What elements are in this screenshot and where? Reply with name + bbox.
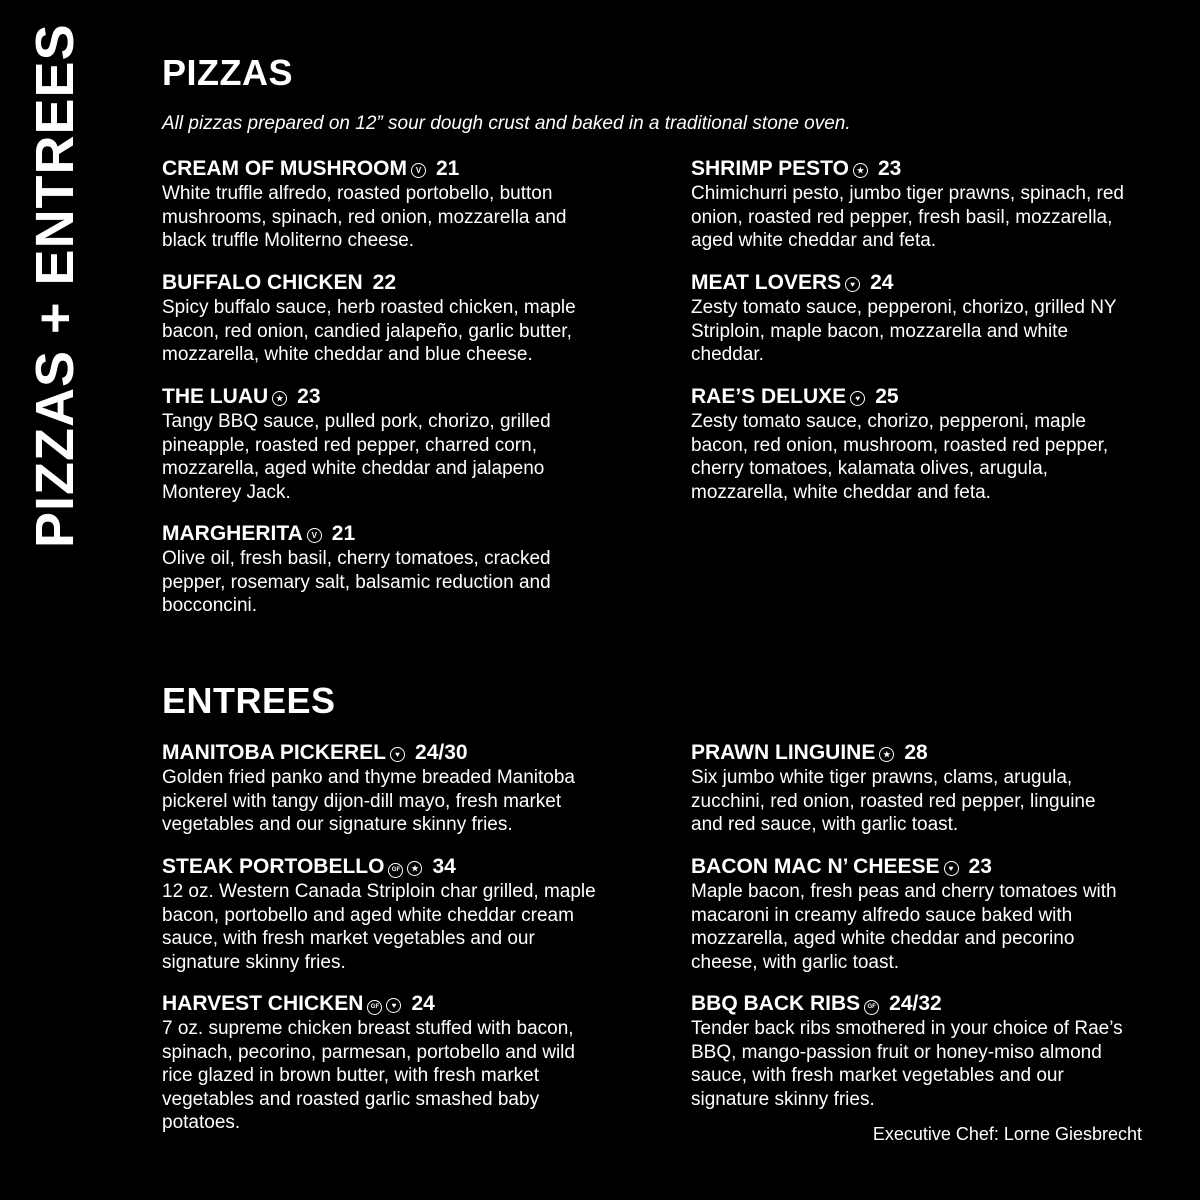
chef-credit: Executive Chef: Lorne Giesbrecht xyxy=(872,1124,1142,1144)
item-description: Tangy BBQ sauce, pulled pork, chorizo, grilled pineapple, roasted red pepper, charred corn, mozzarella, aged white cheddar and jalapeno Monterey Jack. xyxy=(162,411,551,503)
menu-item xyxy=(691,384,1131,504)
side-title: PIZZAS + ENTREES xyxy=(25,23,85,548)
item-name: CREAM OF MUSHROOM xyxy=(162,157,407,180)
item-name: BACON MAC N’ CHEESE xyxy=(691,855,940,878)
gluten-free-icon: GF xyxy=(388,863,403,878)
item-name: HARVEST CHICKEN xyxy=(162,992,364,1015)
heart-icon: ♥ xyxy=(386,998,401,1013)
item-name: THE LUAU xyxy=(162,385,269,408)
menu-item xyxy=(162,991,602,1135)
heart-icon: ♥ xyxy=(390,747,405,762)
item-price: 34 xyxy=(432,855,456,878)
menu-item xyxy=(162,740,602,837)
item-name: RAE’S DELUXE xyxy=(691,385,847,408)
pizzas-intro: All pizzas prepared on 12” sour dough crust and baked in a traditional stone oven. xyxy=(162,113,851,134)
pizzas-title: PIZZAS xyxy=(162,52,294,93)
item-price: 21 xyxy=(331,522,356,545)
menu-item xyxy=(162,270,602,367)
star-icon: ★ xyxy=(407,861,422,876)
item-price: 24 xyxy=(870,271,894,294)
item-price: 28 xyxy=(904,741,928,764)
menu-item xyxy=(162,156,602,253)
item-description: White truffle alfredo, roasted portobello, button mushrooms, spinach, red onion, mozzarella and black truffle Moliterno cheese. xyxy=(162,183,567,251)
entrees-title: ENTREES xyxy=(162,680,336,721)
menu-item xyxy=(691,270,1131,367)
gluten-free-icon: GF xyxy=(367,1000,382,1015)
item-name: STEAK PORTOBELLO xyxy=(162,855,385,878)
item-price: 23 xyxy=(968,855,992,878)
item-description: Zesty tomato sauce, pepperoni, chorizo, grilled NY Striploin, maple bacon, mozzarella and white cheddar. xyxy=(691,297,1117,365)
star-icon: ★ xyxy=(879,747,894,762)
item-description: 12 oz. Western Canada Striploin char grilled, maple bacon, portobello and aged white cheddar cream sauce, with fresh market vegetables and our signature skinny fries. xyxy=(162,881,596,973)
item-name: SHRIMP PESTO xyxy=(691,157,849,180)
item-name: MARGHERITA xyxy=(162,522,303,545)
star-icon: ★ xyxy=(272,391,287,406)
menu-item xyxy=(162,384,602,504)
item-description: Zesty tomato sauce, chorizo, pepperoni, maple bacon, red onion, mushroom, roasted red pepper, cherry tomatoes, kalamata olives, arugula, mozzarella, white cheddar and feta. xyxy=(691,411,1109,503)
heart-icon: ♥ xyxy=(850,391,865,406)
item-name: BBQ BACK RIBS xyxy=(691,992,861,1015)
menu-item xyxy=(162,521,602,618)
item-description: Spicy buffalo sauce, herb roasted chicken, maple bacon, red onion, candied jalapeño, garlic butter, mozzarella, white cheddar and blue cheese. xyxy=(162,297,576,365)
item-description: Chimichurri pesto, jumbo tiger prawns, spinach, red onion, roasted red pepper, fresh basil, mozzarella, aged white cheddar and feta. xyxy=(691,183,1124,251)
item-name: PRAWN LINGUINE xyxy=(691,741,876,764)
gluten-free-icon: GF xyxy=(864,1000,879,1015)
star-icon: ★ xyxy=(853,163,868,178)
menu-item xyxy=(691,740,1131,837)
item-price: 24/30 xyxy=(415,741,468,764)
vegetarian-icon: V xyxy=(307,528,322,543)
item-price: 22 xyxy=(372,271,397,294)
heart-icon: ♥ xyxy=(845,277,860,292)
menu-item xyxy=(691,854,1131,974)
item-price: 23 xyxy=(877,157,902,180)
menu-item xyxy=(162,854,602,974)
item-price: 21 xyxy=(436,157,460,180)
item-price: 24/32 xyxy=(889,992,942,1015)
vegetarian-icon: V xyxy=(411,163,426,178)
item-price: 24 xyxy=(411,992,435,1015)
item-description: Golden fried panko and thyme breaded Manitoba pickerel with tangy dijon-dill mayo, fresh market vegetables and our signature skinny fries. xyxy=(162,767,575,835)
item-price: 23 xyxy=(297,385,321,408)
item-description: Tender back ribs smothered in your choice of Rae’s BBQ, mango-passion fruit or honey-miso almond sauce, with fresh market vegetables and our signature skinny fries. xyxy=(691,1018,1123,1110)
item-name: BUFFALO CHICKEN xyxy=(162,271,363,294)
item-description: 7 oz. supreme chicken breast stuffed with bacon, spinach, pecorino, parmesan, portobello and wild rice glazed in brown butter, with fresh market vegetables and roasted garlic smashed baby potatoes. xyxy=(162,1018,575,1133)
item-description: Maple bacon, fresh peas and cherry tomatoes with macaroni in creamy alfredo sauce baked with mozzarella, aged white cheddar and pecorino cheese, with garlic toast. xyxy=(691,881,1117,973)
menu-item xyxy=(691,991,1131,1111)
item-name: MEAT LOVERS xyxy=(691,271,842,294)
item-name: MANITOBA PICKEREL xyxy=(162,741,387,764)
item-description: Six jumbo white tiger prawns, clams, arugula, zucchini, red onion, roasted red pepper, linguine and red sauce, with garlic toast. xyxy=(691,767,1096,835)
menu-item xyxy=(691,156,1131,253)
item-price: 25 xyxy=(875,385,899,408)
item-description: Olive oil, fresh basil, cherry tomatoes, cracked pepper, rosemary salt, balsamic reduction and bocconcini. xyxy=(162,548,551,616)
heart-icon: ♥ xyxy=(944,861,959,876)
